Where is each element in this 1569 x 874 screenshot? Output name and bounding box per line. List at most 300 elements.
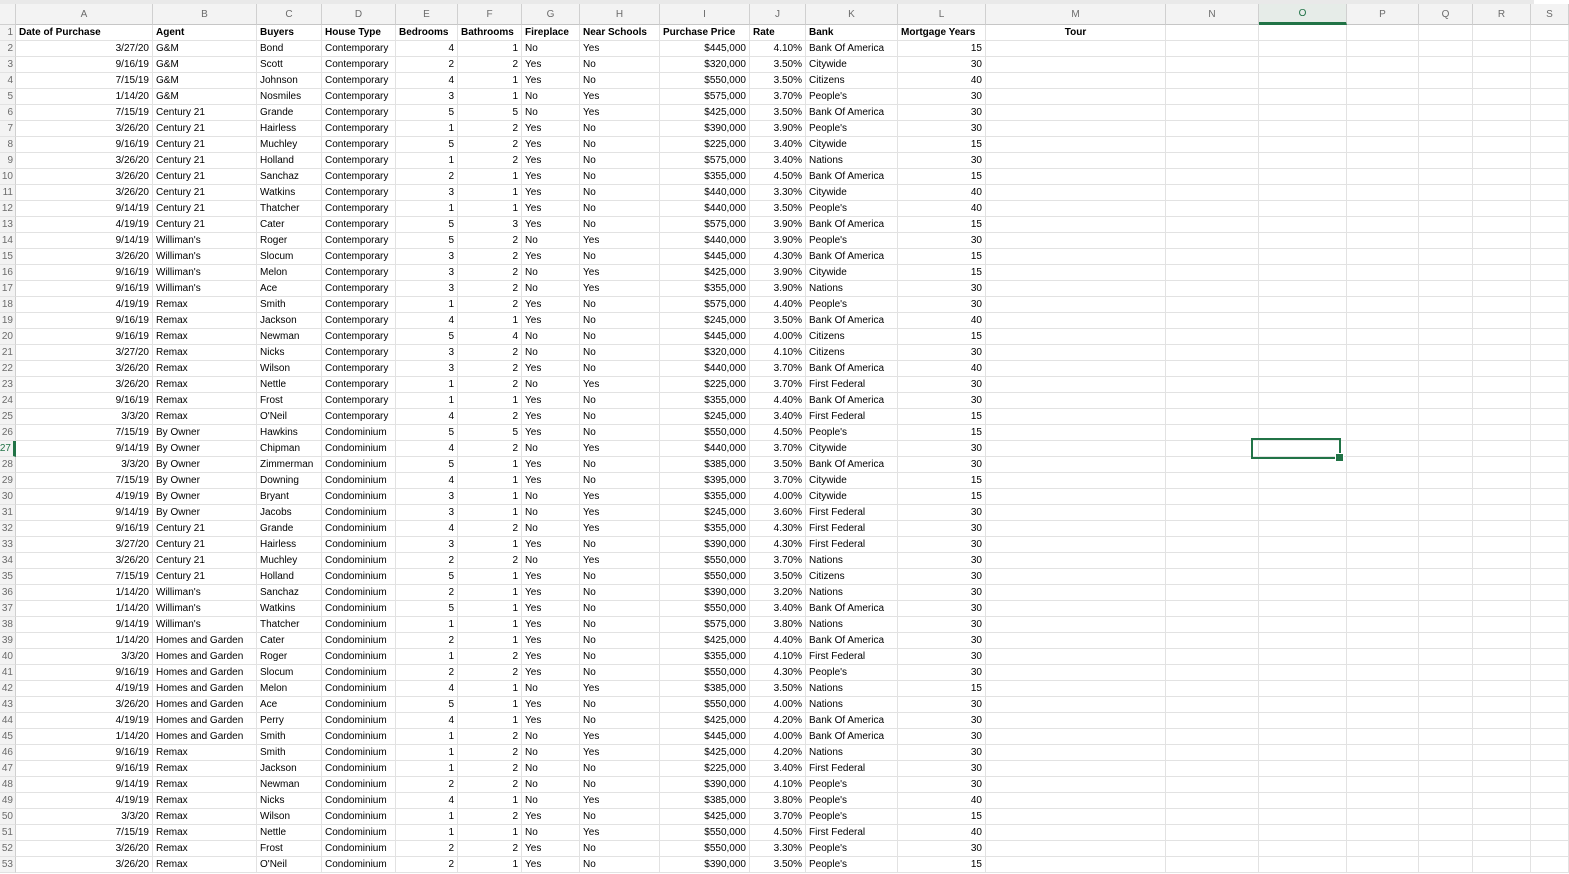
cell-b[interactable]: Homes and Garden xyxy=(153,681,257,697)
cell-r[interactable] xyxy=(1473,713,1531,729)
cell-m[interactable] xyxy=(986,153,1166,169)
cell-j[interactable]: 4.00% xyxy=(750,729,806,745)
cell-s[interactable] xyxy=(1531,57,1569,73)
cell-c[interactable]: Roger xyxy=(257,233,322,249)
cell-e[interactable]: 2 xyxy=(396,633,458,649)
cell-p[interactable] xyxy=(1347,297,1419,313)
cell-p[interactable] xyxy=(1347,441,1419,457)
cell-g[interactable]: Yes xyxy=(522,393,580,409)
cell-b[interactable]: G&M xyxy=(153,89,257,105)
cell-p[interactable] xyxy=(1347,665,1419,681)
cell-o[interactable] xyxy=(1259,393,1347,409)
cell-i[interactable]: $225,000 xyxy=(660,137,750,153)
cell-d[interactable]: Contemporary xyxy=(322,313,396,329)
cell-a[interactable]: 1/14/20 xyxy=(16,633,153,649)
row-header[interactable]: 27 xyxy=(0,441,16,457)
cell-g[interactable]: No xyxy=(522,521,580,537)
cell-h[interactable]: No xyxy=(580,169,660,185)
cell-k[interactable]: People's xyxy=(806,857,898,873)
cell-i[interactable]: $320,000 xyxy=(660,57,750,73)
column-header-l[interactable]: L xyxy=(898,4,986,25)
cell-g[interactable]: Fireplace xyxy=(522,25,580,41)
cell-a[interactable]: 3/26/20 xyxy=(16,249,153,265)
cell-e[interactable]: 3 xyxy=(396,489,458,505)
cell-d[interactable]: Contemporary xyxy=(322,265,396,281)
cell-j[interactable]: 4.10% xyxy=(750,345,806,361)
cell-o[interactable] xyxy=(1259,633,1347,649)
cell-i[interactable]: $440,000 xyxy=(660,201,750,217)
cell-c[interactable]: Jackson xyxy=(257,313,322,329)
cell-k[interactable]: Citywide xyxy=(806,473,898,489)
column-header-d[interactable]: D xyxy=(322,4,396,25)
cell-h[interactable]: Yes xyxy=(580,505,660,521)
cell-o[interactable] xyxy=(1259,553,1347,569)
cell-c[interactable]: Slocum xyxy=(257,665,322,681)
cell-o[interactable] xyxy=(1259,201,1347,217)
cell-c[interactable]: Jacobs xyxy=(257,505,322,521)
cell-g[interactable]: Yes xyxy=(522,121,580,137)
cell-p[interactable] xyxy=(1347,217,1419,233)
cell-o[interactable] xyxy=(1259,265,1347,281)
cell-p[interactable] xyxy=(1347,57,1419,73)
cell-n[interactable] xyxy=(1166,857,1259,873)
cell-f[interactable]: 2 xyxy=(458,345,522,361)
cell-n[interactable] xyxy=(1166,761,1259,777)
cell-f[interactable]: 2 xyxy=(458,777,522,793)
cell-d[interactable]: Contemporary xyxy=(322,105,396,121)
cell-r[interactable] xyxy=(1473,441,1531,457)
cell-c[interactable]: Grande xyxy=(257,521,322,537)
cell-c[interactable]: Ace xyxy=(257,697,322,713)
cell-a[interactable]: 3/27/20 xyxy=(16,345,153,361)
cell-h[interactable]: Yes xyxy=(580,729,660,745)
cell-r[interactable] xyxy=(1473,329,1531,345)
cell-a[interactable]: 1/14/20 xyxy=(16,585,153,601)
row-header[interactable]: 42 xyxy=(0,681,16,697)
cell-r[interactable] xyxy=(1473,569,1531,585)
cell-n[interactable] xyxy=(1166,617,1259,633)
cell-b[interactable]: Century 21 xyxy=(153,121,257,137)
cell-p[interactable] xyxy=(1347,569,1419,585)
cell-k[interactable]: Citizens xyxy=(806,329,898,345)
cell-c[interactable]: Smith xyxy=(257,297,322,313)
cell-s[interactable] xyxy=(1531,105,1569,121)
cell-r[interactable] xyxy=(1473,265,1531,281)
cell-a[interactable]: 4/19/19 xyxy=(16,713,153,729)
cell-i[interactable]: $575,000 xyxy=(660,217,750,233)
cell-j[interactable]: 3.50% xyxy=(750,569,806,585)
cell-o[interactable] xyxy=(1259,745,1347,761)
cell-e[interactable]: 3 xyxy=(396,265,458,281)
cell-k[interactable]: Citizens xyxy=(806,569,898,585)
cell-f[interactable]: 2 xyxy=(458,137,522,153)
cell-a[interactable]: 4/19/19 xyxy=(16,489,153,505)
cell-b[interactable]: Remax xyxy=(153,345,257,361)
cell-j[interactable]: 3.70% xyxy=(750,809,806,825)
cell-h[interactable]: Yes xyxy=(580,441,660,457)
cell-k[interactable]: First Federal xyxy=(806,377,898,393)
cell-b[interactable]: By Owner xyxy=(153,457,257,473)
cell-j[interactable]: 4.20% xyxy=(750,745,806,761)
cell-q[interactable] xyxy=(1419,233,1473,249)
cell-i[interactable]: $575,000 xyxy=(660,89,750,105)
cell-f[interactable]: 2 xyxy=(458,809,522,825)
cell-e[interactable]: 4 xyxy=(396,73,458,89)
cell-d[interactable]: Condominium xyxy=(322,777,396,793)
cell-l[interactable]: 15 xyxy=(898,489,986,505)
cell-l[interactable]: 15 xyxy=(898,473,986,489)
cell-m[interactable] xyxy=(986,713,1166,729)
cell-e[interactable]: 1 xyxy=(396,729,458,745)
column-header-s[interactable]: S xyxy=(1531,4,1569,25)
cell-p[interactable] xyxy=(1347,425,1419,441)
cell-r[interactable] xyxy=(1473,201,1531,217)
cell-o[interactable] xyxy=(1259,313,1347,329)
row-header[interactable]: 50 xyxy=(0,809,16,825)
cell-h[interactable]: No xyxy=(580,121,660,137)
cell-a[interactable]: 9/16/19 xyxy=(16,313,153,329)
cell-l[interactable]: 30 xyxy=(898,505,986,521)
cell-c[interactable]: Nicks xyxy=(257,345,322,361)
cell-o[interactable] xyxy=(1259,41,1347,57)
cell-k[interactable]: Nations xyxy=(806,585,898,601)
cell-m[interactable] xyxy=(986,537,1166,553)
cell-f[interactable]: 1 xyxy=(458,633,522,649)
cell-o[interactable] xyxy=(1259,489,1347,505)
cell-c[interactable]: Zimmerman xyxy=(257,457,322,473)
cell-n[interactable] xyxy=(1166,633,1259,649)
cell-b[interactable]: Remax xyxy=(153,313,257,329)
cell-g[interactable]: Yes xyxy=(522,697,580,713)
cell-g[interactable]: Yes xyxy=(522,841,580,857)
cell-s[interactable] xyxy=(1531,345,1569,361)
cell-c[interactable]: Holland xyxy=(257,569,322,585)
cell-k[interactable]: Bank Of America xyxy=(806,41,898,57)
cell-k[interactable]: Citizens xyxy=(806,73,898,89)
cell-e[interactable]: 4 xyxy=(396,713,458,729)
cell-r[interactable] xyxy=(1473,185,1531,201)
cell-i[interactable]: $550,000 xyxy=(660,665,750,681)
cell-q[interactable] xyxy=(1419,457,1473,473)
cell-n[interactable] xyxy=(1166,41,1259,57)
cell-b[interactable]: Century 21 xyxy=(153,105,257,121)
cell-i[interactable]: $390,000 xyxy=(660,585,750,601)
cell-k[interactable]: Bank Of America xyxy=(806,217,898,233)
cell-k[interactable]: Bank Of America xyxy=(806,601,898,617)
cell-e[interactable]: 2 xyxy=(396,665,458,681)
cell-f[interactable]: 1 xyxy=(458,793,522,809)
cell-q[interactable] xyxy=(1419,409,1473,425)
cell-k[interactable]: People's xyxy=(806,297,898,313)
cell-s[interactable] xyxy=(1531,729,1569,745)
cell-q[interactable] xyxy=(1419,841,1473,857)
cell-h[interactable]: No xyxy=(580,329,660,345)
cell-j[interactable]: 3.50% xyxy=(750,681,806,697)
cell-j[interactable]: 3.90% xyxy=(750,281,806,297)
cell-i[interactable]: $440,000 xyxy=(660,233,750,249)
cell-c[interactable]: Nosmiles xyxy=(257,89,322,105)
cell-o[interactable] xyxy=(1259,25,1347,41)
cell-j[interactable]: 4.30% xyxy=(750,249,806,265)
cell-e[interactable]: 5 xyxy=(396,601,458,617)
cell-p[interactable] xyxy=(1347,281,1419,297)
cell-c[interactable]: Johnson xyxy=(257,73,322,89)
cell-i[interactable]: $440,000 xyxy=(660,441,750,457)
cell-i[interactable]: $225,000 xyxy=(660,761,750,777)
row-header[interactable]: 6 xyxy=(0,105,16,121)
cell-b[interactable]: Homes and Garden xyxy=(153,633,257,649)
cell-i[interactable]: $385,000 xyxy=(660,681,750,697)
cell-e[interactable]: 3 xyxy=(396,281,458,297)
cell-k[interactable]: Bank Of America xyxy=(806,633,898,649)
cell-q[interactable] xyxy=(1419,313,1473,329)
cell-n[interactable] xyxy=(1166,585,1259,601)
cell-s[interactable] xyxy=(1531,121,1569,137)
cell-p[interactable] xyxy=(1347,25,1419,41)
row-header[interactable]: 10 xyxy=(0,169,16,185)
cell-n[interactable] xyxy=(1166,185,1259,201)
row-header[interactable]: 20 xyxy=(0,329,16,345)
cell-b[interactable]: Williman's xyxy=(153,281,257,297)
cell-p[interactable] xyxy=(1347,793,1419,809)
cell-l[interactable]: 30 xyxy=(898,441,986,457)
cell-d[interactable]: Condominium xyxy=(322,649,396,665)
cell-s[interactable] xyxy=(1531,137,1569,153)
cell-j[interactable]: 3.50% xyxy=(750,457,806,473)
cell-s[interactable] xyxy=(1531,761,1569,777)
cell-q[interactable] xyxy=(1419,633,1473,649)
cell-f[interactable]: 1 xyxy=(458,313,522,329)
cell-s[interactable] xyxy=(1531,25,1569,41)
cell-l[interactable]: 30 xyxy=(898,569,986,585)
cell-s[interactable] xyxy=(1531,281,1569,297)
cell-i[interactable]: $245,000 xyxy=(660,505,750,521)
cell-j[interactable]: 4.50% xyxy=(750,425,806,441)
cell-d[interactable]: Contemporary xyxy=(322,249,396,265)
cell-s[interactable] xyxy=(1531,265,1569,281)
cell-d[interactable]: Condominium xyxy=(322,553,396,569)
cell-l[interactable]: 30 xyxy=(898,697,986,713)
cell-o[interactable] xyxy=(1259,713,1347,729)
cell-l[interactable]: 15 xyxy=(898,41,986,57)
cell-f[interactable]: 1 xyxy=(458,825,522,841)
cell-p[interactable] xyxy=(1347,681,1419,697)
cell-p[interactable] xyxy=(1347,201,1419,217)
cell-n[interactable] xyxy=(1166,505,1259,521)
cell-m[interactable] xyxy=(986,393,1166,409)
cell-i[interactable]: $550,000 xyxy=(660,697,750,713)
cell-p[interactable] xyxy=(1347,233,1419,249)
cell-l[interactable]: 40 xyxy=(898,825,986,841)
cell-l[interactable]: 30 xyxy=(898,457,986,473)
cell-e[interactable]: 1 xyxy=(396,393,458,409)
cell-o[interactable] xyxy=(1259,137,1347,153)
cell-f[interactable]: 1 xyxy=(458,537,522,553)
cell-j[interactable]: 4.20% xyxy=(750,713,806,729)
cell-i[interactable]: $425,000 xyxy=(660,105,750,121)
cell-a[interactable]: 9/14/19 xyxy=(16,617,153,633)
cell-g[interactable]: Yes xyxy=(522,537,580,553)
cell-k[interactable]: Nations xyxy=(806,697,898,713)
cell-f[interactable]: 1 xyxy=(458,473,522,489)
cell-p[interactable] xyxy=(1347,105,1419,121)
cell-e[interactable]: 3 xyxy=(396,345,458,361)
cell-d[interactable]: Contemporary xyxy=(322,73,396,89)
cell-q[interactable] xyxy=(1419,57,1473,73)
cell-b[interactable]: Williman's xyxy=(153,265,257,281)
cell-m[interactable] xyxy=(986,265,1166,281)
cell-h[interactable]: No xyxy=(580,361,660,377)
cell-m[interactable] xyxy=(986,201,1166,217)
cell-a[interactable]: 9/14/19 xyxy=(16,201,153,217)
cell-s[interactable] xyxy=(1531,681,1569,697)
cell-s[interactable] xyxy=(1531,601,1569,617)
cell-d[interactable]: Condominium xyxy=(322,505,396,521)
cell-q[interactable] xyxy=(1419,745,1473,761)
cell-l[interactable]: 30 xyxy=(898,89,986,105)
cell-d[interactable]: Contemporary xyxy=(322,137,396,153)
cell-a[interactable]: 3/26/20 xyxy=(16,841,153,857)
cell-b[interactable]: By Owner xyxy=(153,489,257,505)
cell-g[interactable]: No xyxy=(522,265,580,281)
cell-g[interactable]: Yes xyxy=(522,313,580,329)
cell-n[interactable] xyxy=(1166,553,1259,569)
cell-g[interactable]: Yes xyxy=(522,297,580,313)
cell-k[interactable]: Bank Of America xyxy=(806,249,898,265)
cell-p[interactable] xyxy=(1347,601,1419,617)
cell-g[interactable]: No xyxy=(522,745,580,761)
cell-j[interactable]: 4.10% xyxy=(750,777,806,793)
cell-i[interactable]: $320,000 xyxy=(660,345,750,361)
cell-r[interactable] xyxy=(1473,585,1531,601)
cell-h[interactable]: No xyxy=(580,409,660,425)
cell-p[interactable] xyxy=(1347,825,1419,841)
cell-c[interactable]: Sanchaz xyxy=(257,585,322,601)
cell-g[interactable]: Yes xyxy=(522,617,580,633)
cell-a[interactable]: 3/26/20 xyxy=(16,121,153,137)
row-header[interactable]: 26 xyxy=(0,425,16,441)
cell-o[interactable] xyxy=(1259,297,1347,313)
cell-k[interactable]: First Federal xyxy=(806,761,898,777)
cell-s[interactable] xyxy=(1531,665,1569,681)
cell-j[interactable]: 3.50% xyxy=(750,857,806,873)
row-header[interactable]: 28 xyxy=(0,457,16,473)
cell-k[interactable]: People's xyxy=(806,665,898,681)
cell-i[interactable]: $550,000 xyxy=(660,553,750,569)
row-header[interactable]: 8 xyxy=(0,137,16,153)
cell-m[interactable] xyxy=(986,809,1166,825)
cell-p[interactable] xyxy=(1347,505,1419,521)
cell-o[interactable] xyxy=(1259,809,1347,825)
cell-h[interactable]: No xyxy=(580,201,660,217)
cell-i[interactable]: $355,000 xyxy=(660,393,750,409)
cell-s[interactable] xyxy=(1531,713,1569,729)
cell-e[interactable]: 2 xyxy=(396,553,458,569)
cell-k[interactable]: People's xyxy=(806,233,898,249)
cell-f[interactable]: 5 xyxy=(458,105,522,121)
cell-a[interactable]: 7/15/19 xyxy=(16,425,153,441)
cell-k[interactable]: First Federal xyxy=(806,409,898,425)
row-header[interactable]: 16 xyxy=(0,265,16,281)
cell-k[interactable]: Citywide xyxy=(806,265,898,281)
cell-c[interactable]: Watkins xyxy=(257,185,322,201)
cell-a[interactable]: 7/15/19 xyxy=(16,569,153,585)
cell-l[interactable]: 40 xyxy=(898,313,986,329)
cell-o[interactable] xyxy=(1259,233,1347,249)
cell-k[interactable]: Bank xyxy=(806,25,898,41)
cell-d[interactable]: Contemporary xyxy=(322,57,396,73)
cell-r[interactable] xyxy=(1473,121,1531,137)
cell-f[interactable]: 1 xyxy=(458,41,522,57)
row-header[interactable]: 33 xyxy=(0,537,16,553)
cell-b[interactable]: G&M xyxy=(153,73,257,89)
cell-d[interactable]: Condominium xyxy=(322,841,396,857)
cell-c[interactable]: Slocum xyxy=(257,249,322,265)
cell-d[interactable]: Condominium xyxy=(322,825,396,841)
cell-l[interactable]: 15 xyxy=(898,857,986,873)
cell-c[interactable]: Cater xyxy=(257,633,322,649)
cell-p[interactable] xyxy=(1347,265,1419,281)
cell-b[interactable]: Remax xyxy=(153,393,257,409)
cell-j[interactable]: 3.90% xyxy=(750,217,806,233)
cell-p[interactable] xyxy=(1347,857,1419,873)
cell-e[interactable]: 4 xyxy=(396,41,458,57)
cell-f[interactable]: 2 xyxy=(458,153,522,169)
cell-s[interactable] xyxy=(1531,313,1569,329)
cell-m[interactable] xyxy=(986,681,1166,697)
cell-g[interactable]: Yes xyxy=(522,73,580,89)
cell-f[interactable]: 1 xyxy=(458,585,522,601)
cell-a[interactable]: 3/26/20 xyxy=(16,857,153,873)
cell-k[interactable]: People's xyxy=(806,89,898,105)
cell-g[interactable]: No xyxy=(522,825,580,841)
cell-o[interactable] xyxy=(1259,377,1347,393)
cell-e[interactable]: 1 xyxy=(396,825,458,841)
cell-d[interactable]: Condominium xyxy=(322,569,396,585)
cell-f[interactable]: 1 xyxy=(458,185,522,201)
cell-d[interactable]: Contemporary xyxy=(322,201,396,217)
cell-m[interactable] xyxy=(986,57,1166,73)
cell-d[interactable]: Contemporary xyxy=(322,121,396,137)
cell-b[interactable]: Homes and Garden xyxy=(153,649,257,665)
cell-f[interactable]: 1 xyxy=(458,505,522,521)
cell-b[interactable]: Williman's xyxy=(153,617,257,633)
cell-p[interactable] xyxy=(1347,745,1419,761)
cell-f[interactable]: 1 xyxy=(458,489,522,505)
cell-q[interactable] xyxy=(1419,121,1473,137)
cell-j[interactable]: Rate xyxy=(750,25,806,41)
cell-d[interactable]: Condominium xyxy=(322,761,396,777)
cell-m[interactable] xyxy=(986,409,1166,425)
cell-m[interactable] xyxy=(986,841,1166,857)
cell-d[interactable]: Condominium xyxy=(322,713,396,729)
row-header[interactable]: 24 xyxy=(0,393,16,409)
cell-o[interactable] xyxy=(1259,153,1347,169)
cell-p[interactable] xyxy=(1347,249,1419,265)
cell-n[interactable] xyxy=(1166,825,1259,841)
cell-r[interactable] xyxy=(1473,521,1531,537)
cell-m[interactable] xyxy=(986,473,1166,489)
cell-o[interactable] xyxy=(1259,569,1347,585)
cell-c[interactable]: Nicks xyxy=(257,793,322,809)
cell-l[interactable]: 30 xyxy=(898,121,986,137)
row-header[interactable]: 14 xyxy=(0,233,16,249)
cell-l[interactable]: 30 xyxy=(898,297,986,313)
row-header[interactable]: 18 xyxy=(0,297,16,313)
cell-a[interactable]: 9/14/19 xyxy=(16,505,153,521)
cell-c[interactable]: Newman xyxy=(257,329,322,345)
cell-j[interactable]: 3.90% xyxy=(750,121,806,137)
